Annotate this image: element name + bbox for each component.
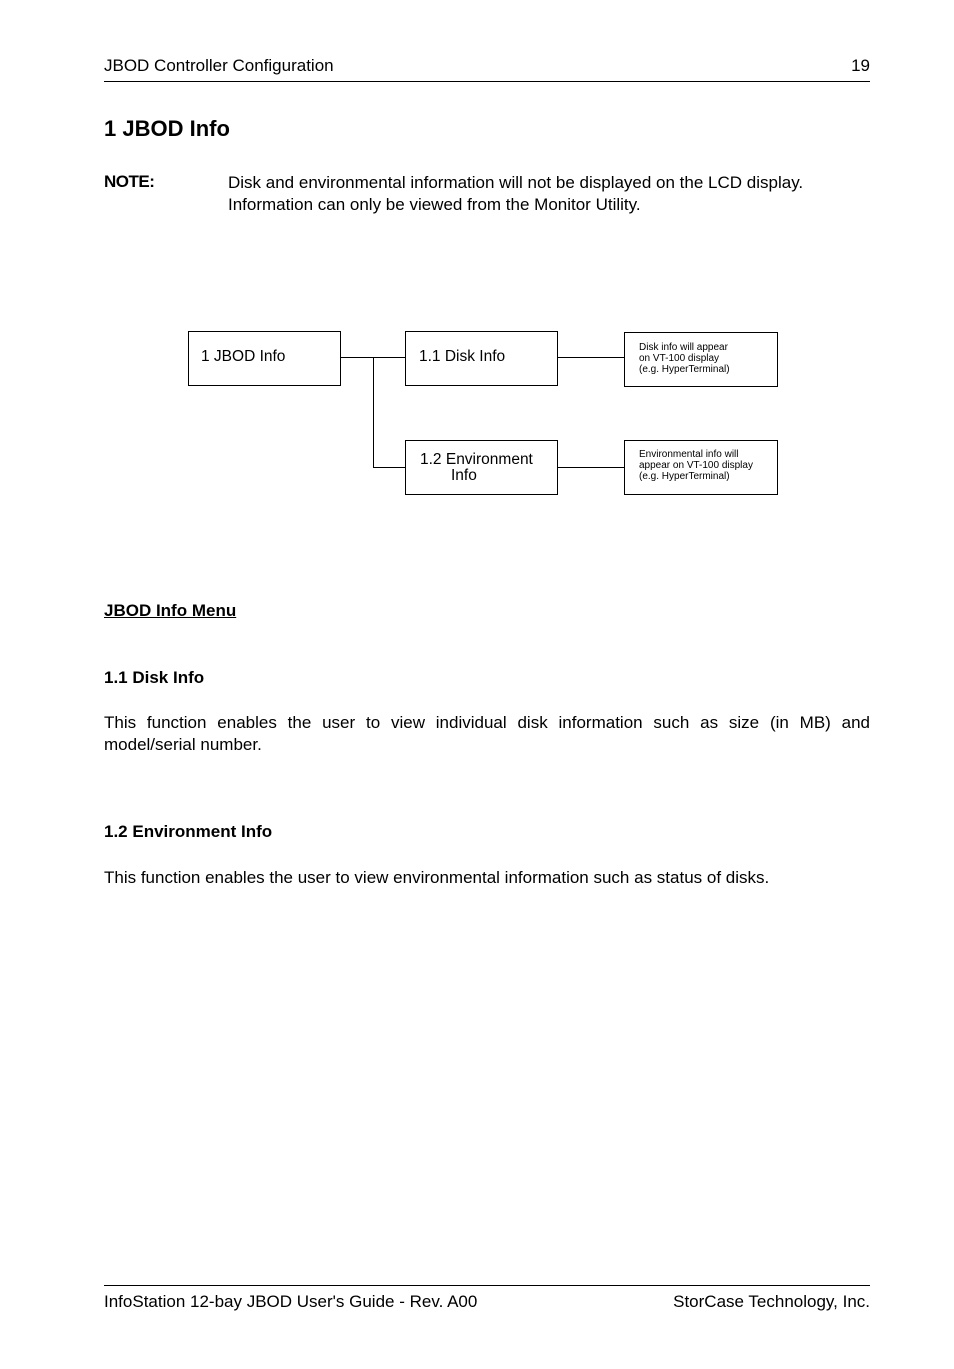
footer-left: InfoStation 12-bay JBOD User's Guide - Rev. A00 <box>104 1292 478 1311</box>
env-note-box <box>624 440 778 495</box>
disk-note-line: (e.g. HyperTerminal) <box>639 364 730 375</box>
connector-env <box>373 467 406 468</box>
note-text <box>228 172 870 216</box>
env-note-line: (e.g. HyperTerminal) <box>639 471 730 482</box>
menu-title: JBOD Info Menu <box>104 601 237 620</box>
page-number: 19 <box>851 56 870 75</box>
disk-note-line: Disk info will appear <box>639 342 728 353</box>
section-heading-disk-info: 1.1 Disk Info <box>104 668 205 687</box>
jbod-info-label: 1 JBOD Info <box>201 348 286 365</box>
header-title: JBOD Controller Configuration <box>104 56 334 75</box>
env-note-text <box>639 449 753 482</box>
section-text-disk-info: This function enables the user to view individual disk information such as size (in MB) and model/serial number. <box>104 713 870 754</box>
connector-disk-note <box>557 357 625 358</box>
header-rule <box>104 81 870 82</box>
disk-note-text <box>639 342 730 375</box>
note-label: NOTE: <box>104 172 155 191</box>
env-note-line: Environmental info will <box>639 449 739 460</box>
jbod-info-box <box>188 331 341 386</box>
environment-info-label-1: 1.2 Environment <box>420 451 533 468</box>
disk-info-label: 1.1 Disk Info <box>419 348 506 365</box>
note-line-2: Information can only be viewed from the Monitor Utility. <box>228 195 641 214</box>
env-note-line: appear on VT-100 display <box>639 460 753 471</box>
connector-env-note <box>557 467 625 468</box>
disk-note-box <box>624 332 778 387</box>
connector-vertical <box>373 357 374 468</box>
section-text-environment-info: This function enables the user to view environmental information such as status of disks. <box>104 868 770 887</box>
environment-info-box <box>405 440 558 495</box>
section-heading-environment-info: 1.2 Environment Info <box>104 822 273 841</box>
note-line-1: Disk and environmental information will not be displayed on the LCD display. <box>228 173 804 192</box>
environment-info-label-2: Info <box>451 467 477 484</box>
disk-info-box <box>405 331 558 386</box>
disk-note-line: on VT-100 display <box>639 353 720 364</box>
footer-rule <box>104 1285 870 1286</box>
footer-right: StorCase Technology, Inc. <box>673 1292 870 1311</box>
page-title: 1 JBOD Info <box>104 116 230 141</box>
